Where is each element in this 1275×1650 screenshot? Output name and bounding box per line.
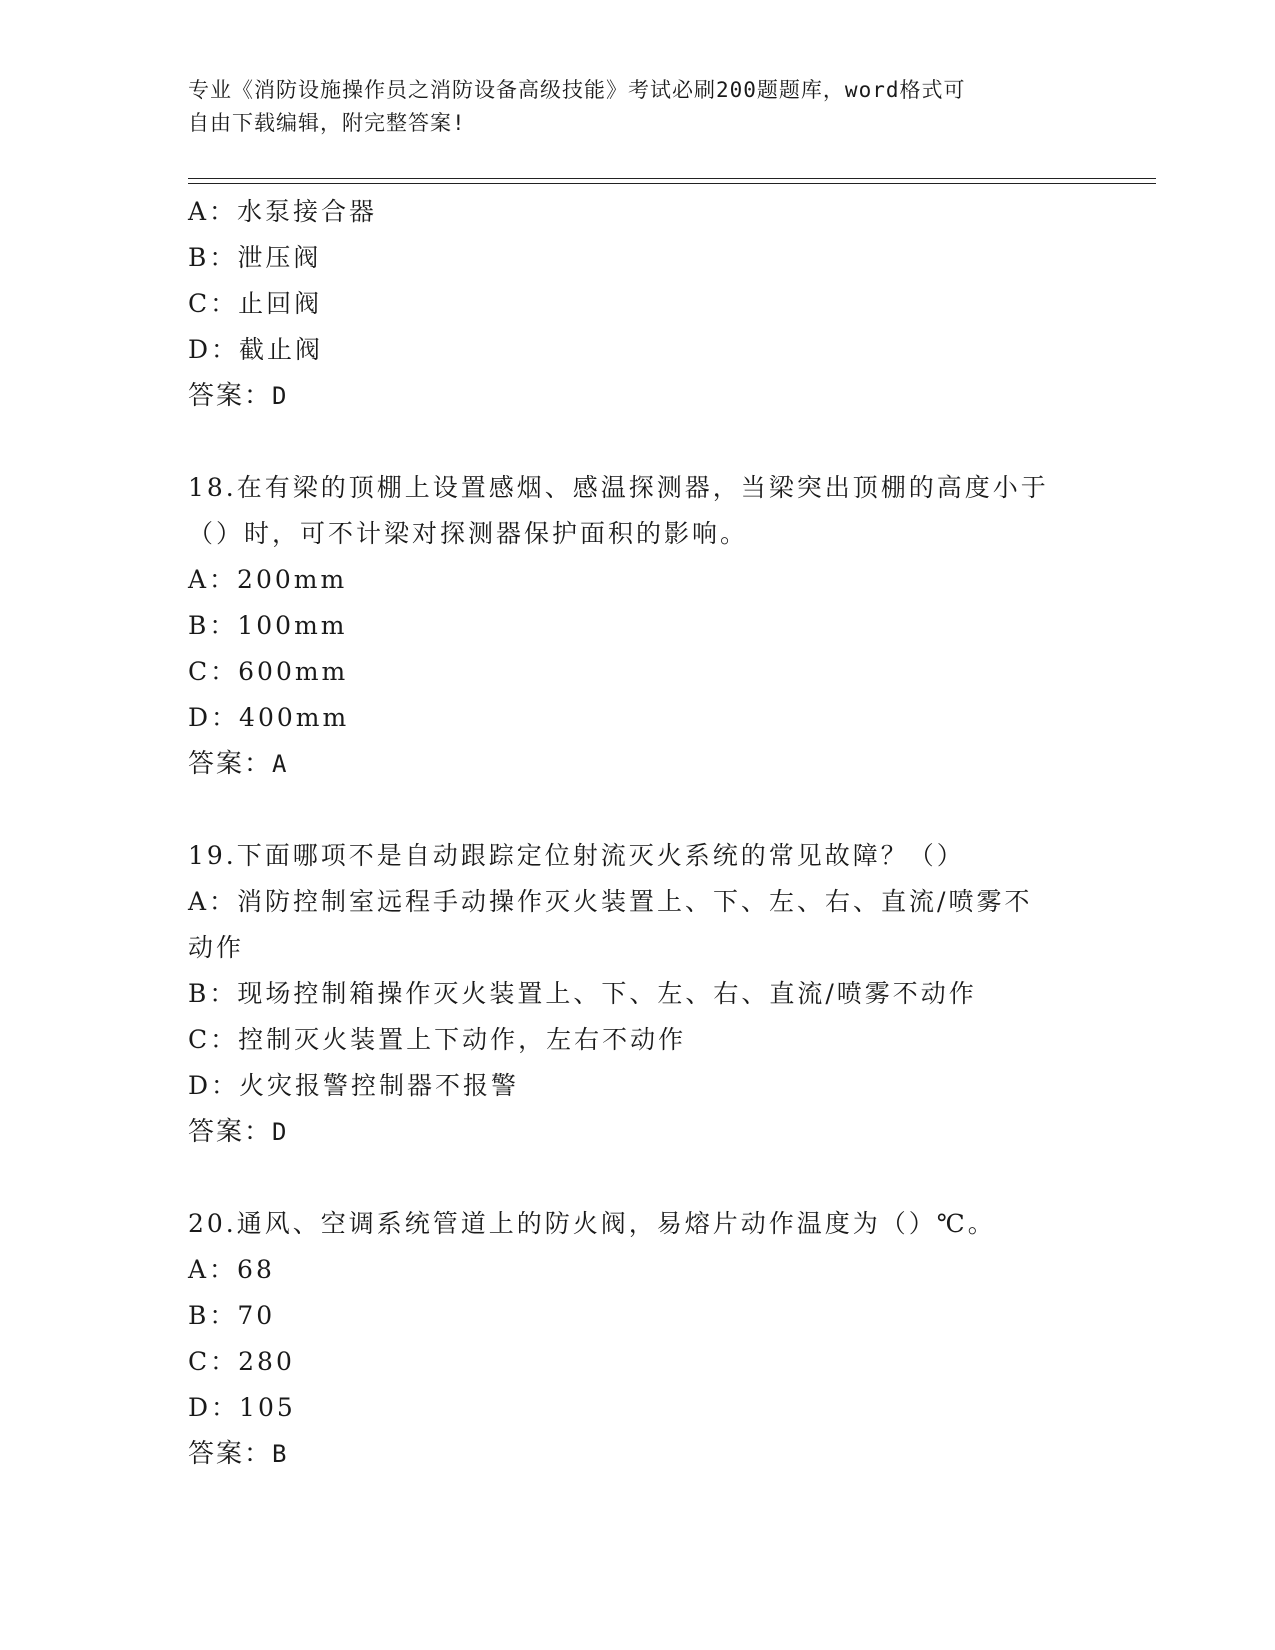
- option-b: B：100mm: [188, 611, 348, 640]
- answer-line: [188, 373, 1088, 419]
- answer-label: 答案：: [188, 1439, 273, 1469]
- option-d: D：火灾报警控制器不报警: [188, 1071, 520, 1100]
- document-header: [188, 74, 1068, 140]
- question-block-18: [188, 465, 1088, 787]
- question-block-17: [188, 189, 1088, 419]
- option-a-line-1: A：消防控制室远程手动操作灭火装置上、下、左、右、直流/喷雾不: [188, 887, 1033, 916]
- answer-label: 答案：: [188, 381, 273, 411]
- option-d: D：400mm: [188, 703, 350, 732]
- header-divider: [188, 178, 1156, 184]
- option-c: C：280: [188, 1347, 295, 1376]
- option-a: A：68: [188, 1255, 275, 1284]
- answer-value: A: [272, 750, 289, 778]
- option-c: C：止回阀: [188, 289, 323, 318]
- option-d: D：截止阀: [188, 335, 324, 364]
- question-stem-line-1: 18.在有梁的顶棚上设置感烟、感温探测器，当梁突出顶棚的高度小于: [188, 473, 1049, 502]
- question-stem: 20.通风、空调系统管道上的防火阀，易熔片动作温度为（）℃。: [188, 1209, 996, 1238]
- option-a-line-2: 动作: [188, 933, 245, 962]
- question-gap: [188, 419, 1088, 465]
- question-gap: [188, 787, 1088, 833]
- answer-line: [188, 1109, 1088, 1155]
- question-stem-line-2: （）时，可不计梁对探测器保护面积的影响。: [188, 519, 749, 548]
- option-b: B：泄压阀: [188, 243, 322, 272]
- header-line-1: 专业《消防设施操作员之消防设备高级技能》考试必刷200题题库，word格式可: [188, 78, 966, 102]
- option-c: C：控制灭火装置上下动作，左右不动作: [188, 1025, 687, 1054]
- answer-line: [188, 741, 1088, 787]
- answer-label: 答案：: [188, 1117, 273, 1147]
- question-block-19: [188, 833, 1088, 1155]
- answer-line: [188, 1431, 1088, 1477]
- header-line-2: 自由下载编辑，附完整答案!: [188, 111, 466, 135]
- answer-value: D: [272, 382, 289, 410]
- option-b: B：70: [188, 1301, 276, 1330]
- option-c: C：600mm: [188, 657, 349, 686]
- question-list: [188, 189, 1088, 1477]
- option-a: A：水泵接合器: [188, 197, 378, 226]
- answer-value: B: [272, 1440, 289, 1468]
- answer-label: 答案：: [188, 749, 273, 779]
- answer-value: D: [272, 1118, 289, 1146]
- question-gap: [188, 1155, 1088, 1201]
- option-a: A：200mm: [188, 565, 348, 594]
- question-block-20: [188, 1201, 1088, 1477]
- question-stem: 19.下面哪项不是自动跟踪定位射流灭火系统的常见故障？（）: [188, 841, 965, 870]
- option-b: B：现场控制箱操作灭火装置上、下、左、右、直流/喷雾不动作: [188, 979, 977, 1008]
- option-d: D：105: [188, 1393, 296, 1422]
